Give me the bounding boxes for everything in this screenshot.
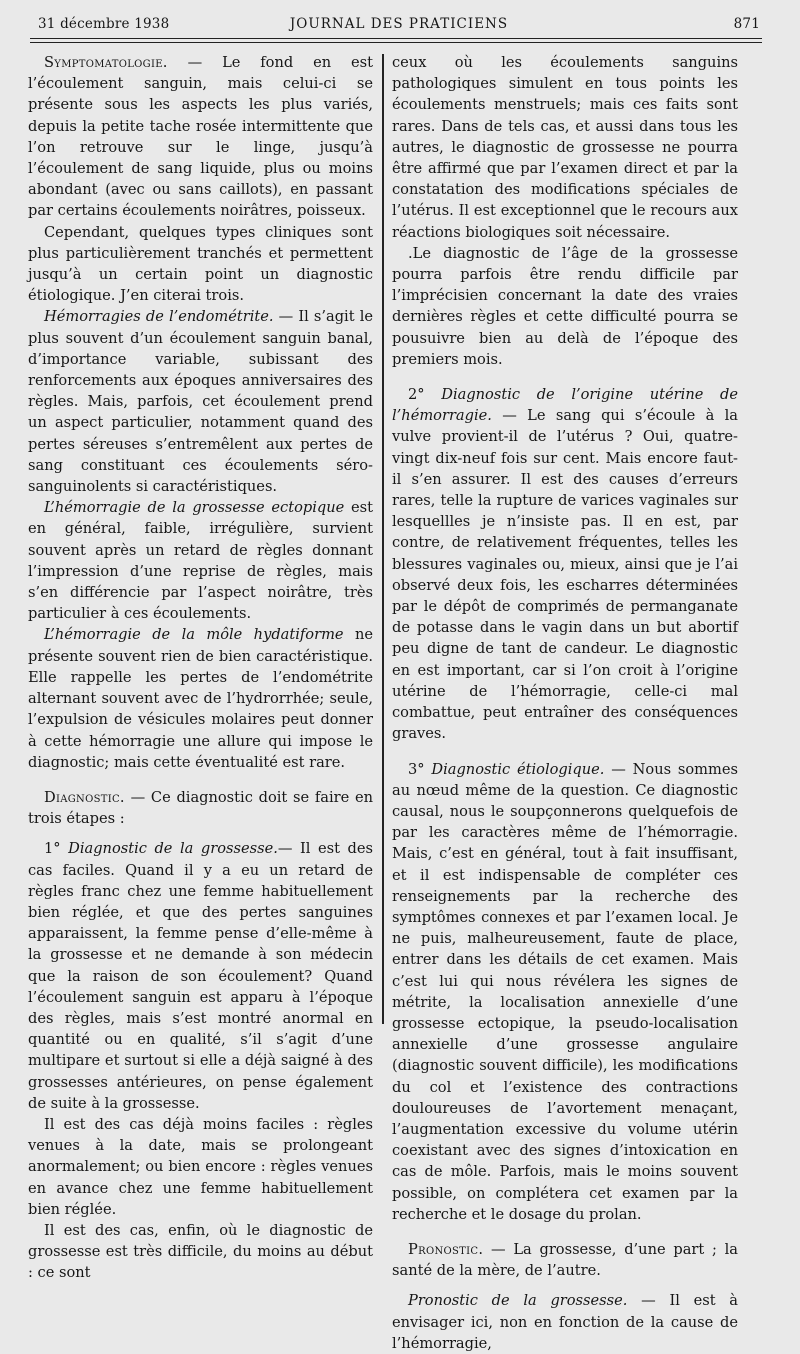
header-page-number: 871	[733, 16, 760, 32]
heading-pronostic-grossesse: Pronostic de la grossesse.	[408, 1292, 628, 1310]
paragraph-mole	[28, 624, 373, 772]
paragraph-pronostic-grossesse	[392, 1290, 738, 1354]
heading-diagnostic: Diagnostic.	[44, 788, 125, 806]
paragraph-continuation: ceux où les écoulements sanguins pathologiques simulent en tous points les écoulements menstruels; mais ces faits sont rares. Dans de tels cas, et aussi dans tous les autres, le diagnostic de grossesse ne pourra être affirmé que par l’examen direct et par la constatation des modifications spéciales de l’utérus. Il est exceptionnel que le recours aux réactions biologiques soit nécessaire.	[392, 54, 738, 241]
text-symptomatologie: — Le fond en est l’écoulement sanguin, mais celui-ci se présente sous les aspects les plus variés, depuis la petite tache rosée intermittente que l’on retrouve sur le linge, jusqu’à l’écoulement de sang liquide, plus ou moins abondant (avec ou sans caillots), en passant par certains écoulements noirâtres, poisseux.	[28, 54, 373, 220]
left-column	[28, 52, 373, 1284]
paragraph-diagnostic	[28, 787, 373, 829]
text-pronostic-grossesse: — Il est à envisager ici, non en fonction de la cause de l’hémorragie,	[392, 1292, 738, 1352]
right-column	[392, 52, 738, 1354]
running-header	[38, 14, 760, 36]
column-divider	[382, 54, 384, 1024]
paragraph-pronostic	[392, 1239, 738, 1281]
paragraph-etiologique	[392, 759, 738, 1225]
number-grossesse: 1°	[44, 840, 61, 858]
paragraph-origine	[392, 384, 738, 744]
heading-endometrite: Hémorragies de l’endométrite.	[44, 308, 274, 326]
header-journal-title: JOURNAL DES PRATICIENS	[289, 16, 509, 32]
text-ectopique: est en général, faible, irrégulière, survient souvent après un retard de règles donnant l’impression d’une reprise de règles, mais s’en différencie par l’aspect noirâtre, très particulier à ces écoulements.	[28, 499, 373, 623]
number-origine: 2°	[408, 386, 425, 404]
paragraph-tres-difficile: Il est des cas, enfin, où le diagnostic de grossesse est très difficile, du moins au début : ce sont	[28, 1221, 373, 1282]
text-grossesse: — Il est des cas faciles. Quand il y a eu un retard de règles franc chez une femme habituellement bien réglée, et que des pertes sanguines apparaissent, la femme pense d’elle-même à la grossesse et ne demande à son médecin que la raison de son écoulement? Quand l’écoulement sanguin est apparu à l’époque des règles, mais s’est montré anormal en quantité ou en qualité, s’il s’agit d’une multipare et surtout si elle a déjà saigné à des grossesses antérieures, on pense également de suite à la grossesse.	[28, 840, 374, 1112]
header-rule-top	[30, 38, 762, 39]
paragraph-symptomatologie	[28, 52, 373, 222]
heading-etiologique: Diagnostic étiologique.	[424, 760, 605, 778]
heading-symptomatologie: Symptomatologie.	[44, 54, 168, 71]
paragraph-endometrite	[28, 306, 373, 497]
paragraph-cependant: Cependant, quelques types cliniques sont plus particulièrement tranchés et permettent jusqu’à un certain point un diagnostic étiologique. J’en citerai trois.	[28, 223, 373, 305]
paragraph-moins-faciles: Il est des cas déjà moins faciles : règles venues à la date, mais se prolongeant anormalement; ou bien encore : règles venues en avance chez une femme habituellement bien réglée.	[28, 1115, 373, 1218]
heading-grossesse: Diagnostic de la grossesse.	[60, 840, 278, 858]
heading-origine: Diagnostic de l’origine utérine de l’hémorragie.	[392, 386, 738, 425]
paragraph-grossesse	[28, 838, 373, 1114]
paragraph-age-grossesse: .Le diagnostic de l’âge de la grossesse pourra parfois être rendu difficile par l’imprécisien concernant la date des vraies dernières règles et cette difficulté pourra se pousuivre bien au delà de l’époque des premiers mois.	[392, 244, 738, 368]
header-rule-bottom	[30, 42, 762, 43]
text-pronostic: — La grossesse, d’une part ; la santé de la mère, de l’autre.	[392, 1240, 738, 1280]
text-diagnostic: — Ce diagnostic doit se faire en trois étapes :	[28, 788, 373, 828]
paragraph-ectopique	[28, 497, 373, 624]
text-etiologique: — Nous sommes au nœud même de la question. Ce diagnostic causal, nous le soupçonnerons quelquefois de par les caractères même de l’hémorragie. Mais, c’est en général, tout à fait insuffisant, et il est indispensable de compléter ces renseignements par la recherche des symptômes connexes et par l’examen local. Je ne puis, malheureusement, faute de place, entrer dans les détails de cet examen. Mais c’est lui qui nous révélera les signes de métrite, la localisation annexielle d’une grossesse ectopique, la pseudo-localisation annexielle d’une grossesse angulaire (diagnostic souvent difficile), les modifications du col et l’existence des contractions douloureuses de l’avortement menaçant, l’augmentation excessive du volume utérin coexistant avec des signes d’intoxication en cas de môle. Parfois, mais le moins souvent possible, on complétera cet examen par la recherche et le dosage du prolan.	[392, 760, 738, 1223]
heading-ectopique: L’hémorragie de la grossesse ectopique	[44, 499, 345, 517]
text-endometrite: — Il s’agit le plus souvent d’un écoulement sanguin banal, d’importance variable, subissant des renforcements aux époques anniversaires des règles. Mais, parfois, cet écoulement prend un aspect particulier, notamment quand des pertes séreuses s’entremêlent aux pertes de sang constituant ces écoulements séro-sanguinolents si caractéristiques.	[28, 308, 373, 496]
heading-pronostic: Pronostic.	[408, 1240, 484, 1258]
text-mole: ne présente souvent rien de bien caractéristique. Elle rappelle les pertes de l’endométrite alternant souvent avec de l’hydrorrhée; seule, l’expulsion de vésicules molaires peut donner à cette hémorragie une allure qui impose le diagnostic; mais cette éventualité est rare.	[28, 626, 373, 771]
heading-mole: L’hémorragie de la môle hydatiforme	[44, 626, 344, 644]
text-origine: — Le sang qui s’écoule à la vulve provient-il de l’utérus ? Oui, quatre-vingt dix-neuf fois sur cent. Mais encore faut-il s’en assurer. Il est des causes d’erreurs rares, telle la rupture de varices vaginales sur lesquellles je n’insiste pas. Il en est, par contre, de relativement fréquentes, telles les blessures vaginales ou, mieux, ainsi que je l’ai observé deux fois, les escharres déterminées par le dépôt de comprimés de permanganate de potasse dans le vagin dans un but abortif peu digne de tant de candeur. Le diagnostic en est important, car si l’on croit à l’origine utérine de l’hémorragie, celle-ci mal combattue, peut entraîner des conséquences graves.	[392, 407, 738, 743]
header-date: 31 décembre 1938	[38, 16, 170, 32]
number-etiologique: 3°	[408, 760, 425, 778]
